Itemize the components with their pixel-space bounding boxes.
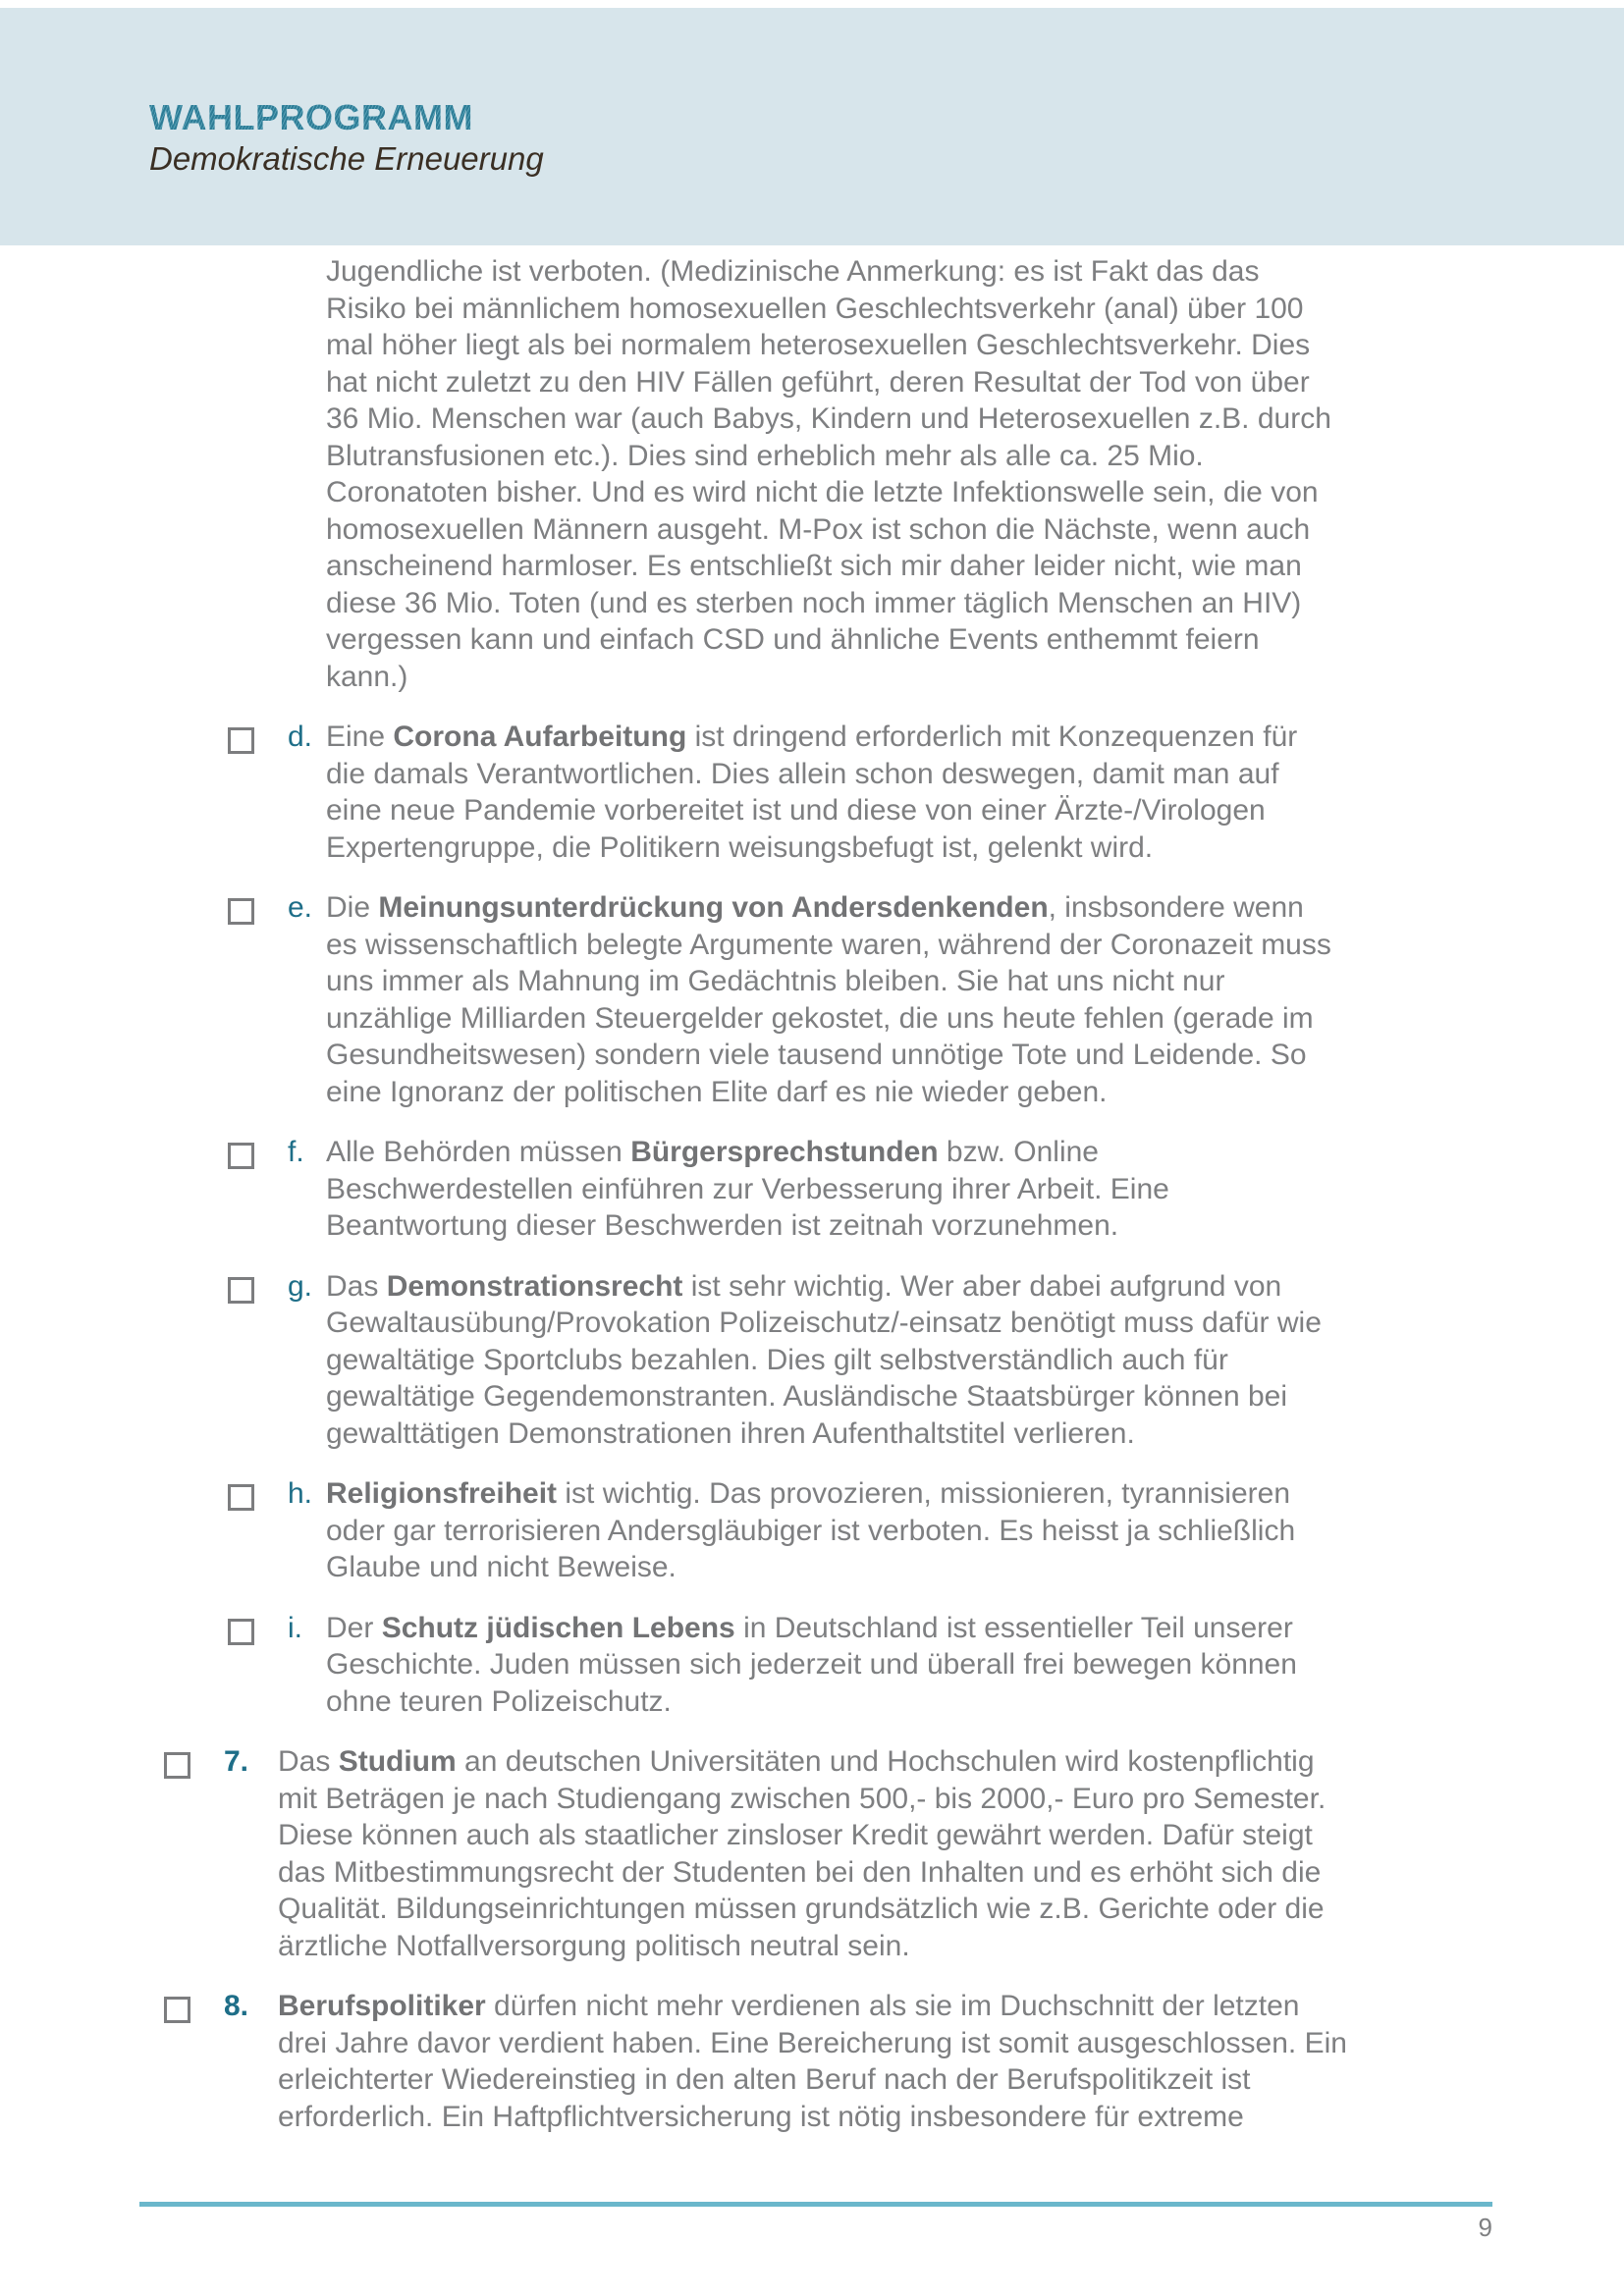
text-line: erleichterter Wiedereinstieg in den alten Beruf nach der Berufspolitikzeit ist [278, 2063, 1251, 2096]
item-marker: g. [288, 1269, 313, 1303]
list-item-i [0, 1610, 1624, 1721]
checkbox-icon [164, 1752, 190, 1779]
text-line: Qualität. Bildungseinrichtungen müssen grundsätzlich wie z.B. Gerichte oder die [278, 1893, 1325, 1925]
page-header-band [0, 8, 1624, 245]
page-title: WAHLPROGRAMM [149, 98, 544, 137]
item-marker: f. [288, 1136, 304, 1168]
text-line: es wissenschaftlich belegte Argumente waren, während der Coronazeit muss [326, 928, 1331, 961]
checkbox-icon [164, 1997, 190, 2023]
checkbox-icon [228, 727, 254, 754]
text-line: Berufspolitiker dürfen nicht mehr verdienen als sie im Duchschnitt der letzten [278, 1990, 1300, 2022]
list-item-f [0, 1134, 1624, 1245]
text-line: uns immer als Mahnung im Gedächtnis bleiben. Sie hat uns nicht nur [326, 965, 1225, 997]
text-line: anscheinend harmloser. Es entschließt sich mir daher leider nicht, wie man [326, 550, 1302, 582]
list-item-d [0, 719, 1624, 866]
item-marker: 7. [224, 1745, 249, 1778]
text-line: Geschichte. Juden müssen sich jederzeit und überall frei bewegen können [326, 1648, 1297, 1681]
text-line: gewalttätigen Demonstrationen ihren Aufenthaltstitel verlieren. [326, 1416, 1135, 1450]
item-marker: e. [288, 891, 313, 924]
item-marker: 8. [224, 1990, 249, 2022]
paragraph-continuation [0, 253, 1624, 695]
list-item-e [0, 889, 1624, 1110]
text-line: eine neue Pandemie vorbereitet ist und diese von einer Ärzte-/Virologen [326, 794, 1266, 827]
text-line: Coronatoten bisher. Und es wird nicht die letzte Infektionswelle sein, die von [326, 476, 1319, 508]
text-line: unzählige Milliarden Steuergelder gekostet, die uns heute fehlen (gerade im [326, 1001, 1314, 1035]
list-item-h [0, 1475, 1624, 1586]
text-line: mal höher liegt als bei normalem heterosexuellen Geschlechtsverkehr. Dies [326, 329, 1311, 361]
text-line: drei Jahre davor verdient haben. Eine Bereicherung ist somit ausgeschlossen. Ein [278, 2026, 1347, 2059]
text-line: Gesundheitswesen) sondern viele tausend unnötige Tote und Leidende. So [326, 1039, 1307, 1071]
checkbox-icon [228, 1484, 254, 1511]
text-line: Diese können auch als staatlicher zinsloser Kredit gewährt werden. Dafür steigt [278, 1819, 1313, 1851]
page-number: 9 [1478, 2213, 1492, 2242]
text-line: Das Studium an deutschen Universitäten und Hochschulen wird kostenpflichtig [278, 1745, 1315, 1778]
item-marker: h. [288, 1477, 313, 1510]
item-marker: i. [288, 1611, 302, 1644]
item-marker: d. [288, 721, 313, 753]
text-line: kann.) [326, 660, 408, 693]
checkbox-icon [228, 1619, 254, 1645]
list-item-7 [0, 1743, 1624, 1964]
text-line: Religionsfreiheit ist wichtig. Das provozieren, missionieren, tyrannisieren [326, 1477, 1291, 1510]
text-line: diese 36 Mio. Toten (und es sterben noch immer täglich Menschen an HIV) [326, 586, 1302, 619]
text-line: ärztliche Notfallversorgung politisch neutral sein. [278, 1929, 910, 1962]
text-line: Risiko bei männlichem homosexuellen Geschlechtsverkehr (anal) über 100 [326, 292, 1304, 325]
text-line: Blutransfusionen etc.). Dies sind erheblich mehr als alle ca. 25 Mio. [326, 439, 1204, 472]
text-line: homosexuellen Männern ausgeht. M-Pox ist schon die Nächste, wenn auch [326, 512, 1311, 546]
text-line: gewaltätige Gegendemonstranten. Ausländische Staatsbürger können bei [326, 1380, 1287, 1413]
text-line: die damals Verantwortlichen. Dies allein schon deswegen, damit man auf [326, 757, 1279, 790]
text-line: Jugendliche ist verboten. (Medizinische Anmerkung: es ist Fakt das das [326, 255, 1260, 288]
checkbox-icon [228, 898, 254, 925]
footer-divider [139, 2202, 1492, 2207]
page-subtitle: Demokratische Erneuerung [149, 140, 544, 177]
checkbox-icon [228, 1143, 254, 1169]
text-line: mit Beträgen je nach Studiengang zwischen 500,- bis 2000,- Euro pro Semester. [278, 1782, 1326, 1815]
text-line: Das Demonstrationsrecht ist sehr wichtig. Wer aber dabei aufgrund von [326, 1269, 1282, 1303]
text-line: Beantwortung dieser Beschwerden ist zeitnah vorzunehmen. [326, 1209, 1119, 1242]
text-line: Der Schutz jüdischen Lebens in Deutschland ist essentieller Teil unserer [326, 1611, 1293, 1644]
text-line: das Mitbestimmungsrecht der Studenten bei den Inhalten und es erhöht sich die [278, 1855, 1322, 1889]
text-line: Expertengruppe, die Politikern weisungsbefugt ist, gelenkt wird. [326, 830, 1154, 864]
brand-block [149, 98, 544, 179]
text-line: gewaltätige Sportclubs bezahlen. Dies gilt selbstverständlich auch für [326, 1343, 1228, 1376]
text-line: eine Ignoranz der politischen Elite darf es nie wieder geben. [326, 1075, 1108, 1108]
text-line: Eine Corona Aufarbeitung ist dringend erforderlich mit Konzequenzen für [326, 721, 1298, 753]
list-item-g [0, 1268, 1624, 1453]
text-line: Die Meinungsunterdrückung von Andersdenkenden, insbsondere wenn [326, 891, 1304, 924]
document-body [0, 253, 1624, 2159]
list-item-8 [0, 1988, 1624, 2135]
text-line: Glaube und nicht Beweise. [326, 1551, 677, 1583]
text-line: hat nicht zuletzt zu den HIV Fällen geführt, deren Resultat der Tod von über [326, 365, 1310, 399]
text-line: Alle Behörden müssen Bürgersprechstunden bzw. Online [326, 1136, 1099, 1168]
checkbox-icon [228, 1277, 254, 1304]
text-line: Gewaltausübung/Provokation Polizeischutz/-einsatz benötigt muss dafür wie [326, 1307, 1322, 1339]
text-line: ohne teuren Polizeischutz. [326, 1684, 672, 1718]
text-line: Beschwerdestellen einführen zur Verbesserung ihrer Arbeit. Eine [326, 1172, 1169, 1205]
text-line: erforderlich. Ein Haftpflichtversicherung ist nötig insbesondere für extreme [278, 2100, 1244, 2133]
text-line: 36 Mio. Menschen war (auch Babys, Kindern und Heterosexuellen z.B. durch [326, 402, 1331, 435]
text-line: oder gar terrorisieren Andersgläubiger ist verboten. Es heisst ja schließlich [326, 1514, 1296, 1547]
text-line: vergessen kann und einfach CSD und ähnliche Events enthemmt feiern [326, 623, 1260, 656]
